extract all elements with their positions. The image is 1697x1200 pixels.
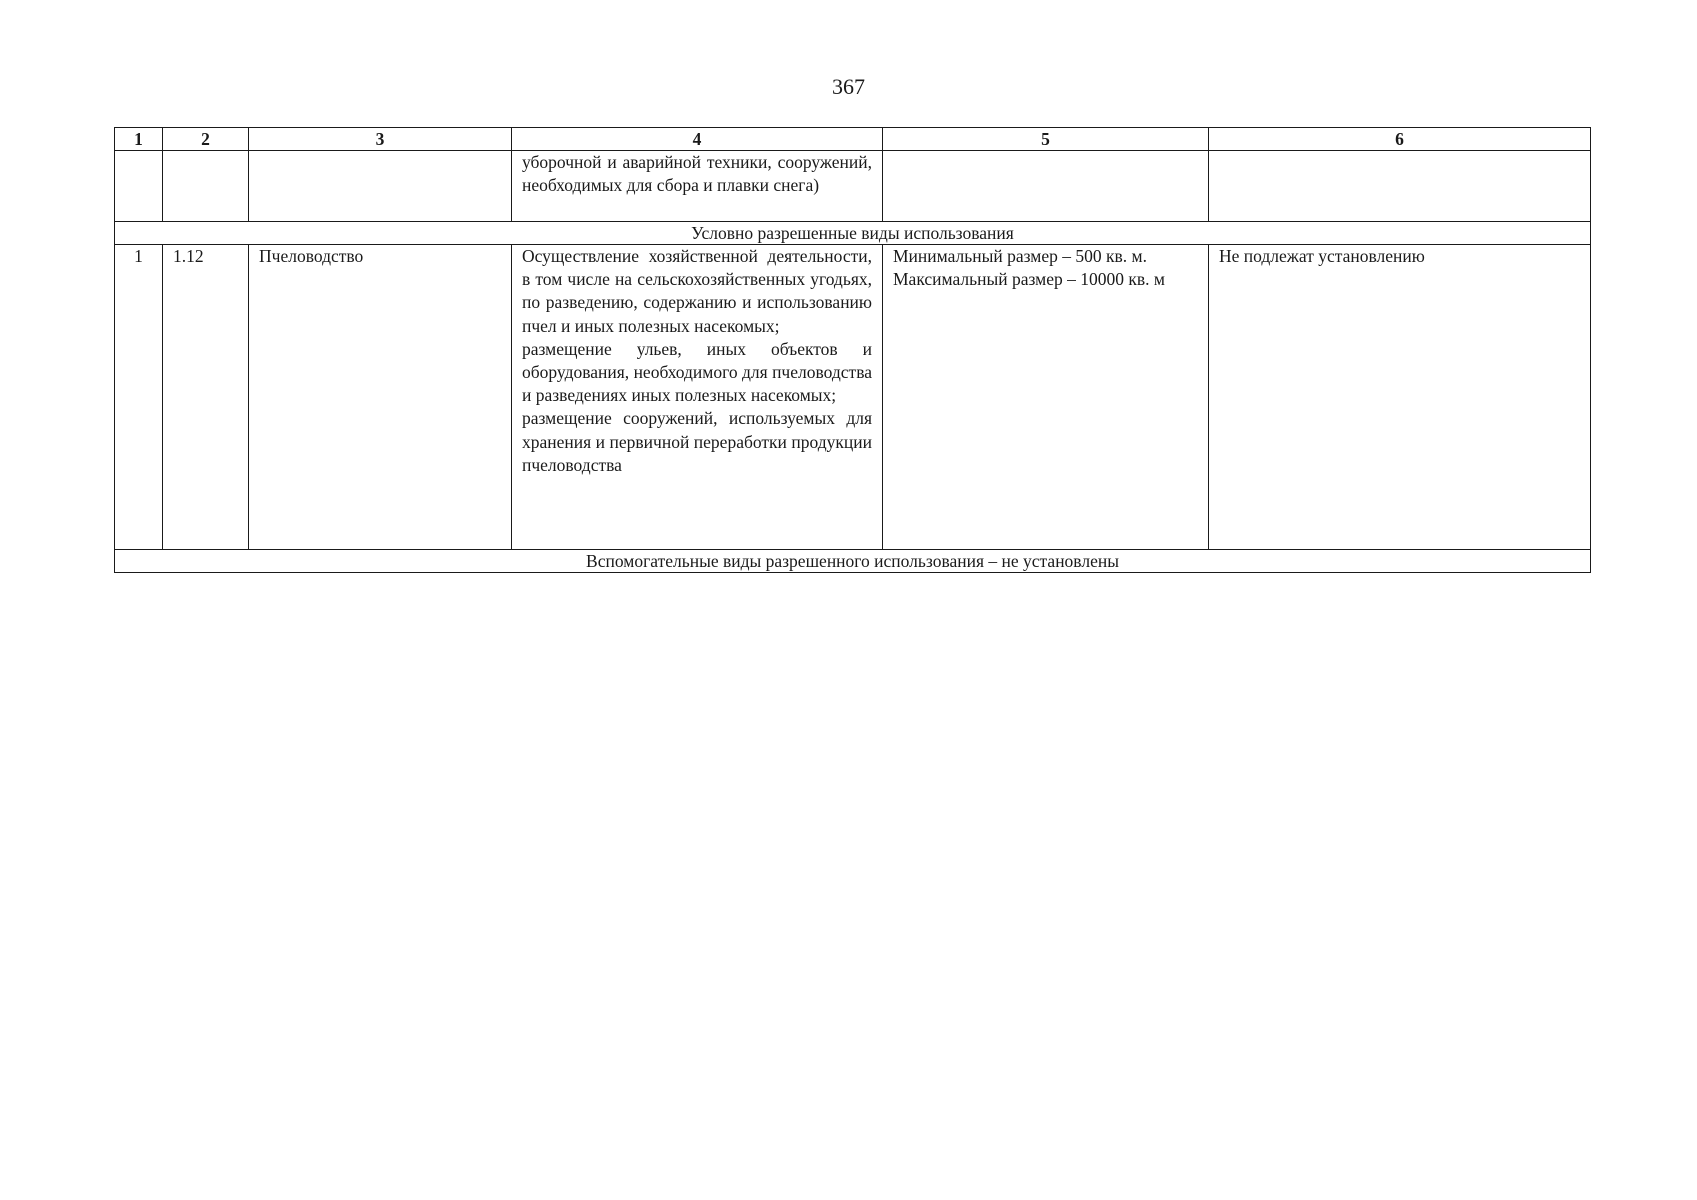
header-col-4: 4 bbox=[512, 128, 883, 151]
continuation-row bbox=[115, 151, 1591, 222]
description-paragraph-1: Осуществление хозяйственной деятельности, в том числе на сельскохозяйственных угодьях, по разведению, содержанию и использованию пчел и иных полезных насекомых; bbox=[522, 246, 872, 336]
section-title-auxiliary: Вспомогательные виды разрешенного использования – не установлены bbox=[115, 550, 1591, 573]
row-restrictions: Не подлежат установлению bbox=[1209, 245, 1591, 550]
cont-description-text: уборочной и аварийной техники, сооружений, необходимых для сбора и плавки снега) bbox=[522, 152, 872, 196]
cont-cell-6 bbox=[1209, 151, 1591, 222]
header-col-1: 1 bbox=[115, 128, 163, 151]
row-number: 1 bbox=[115, 245, 163, 550]
cont-cell-2 bbox=[163, 151, 249, 222]
header-col-2: 2 bbox=[163, 128, 249, 151]
cont-cell-1 bbox=[115, 151, 163, 222]
section-row-conditional bbox=[115, 222, 1591, 245]
description-paragraph-2: размещение ульев, иных объектов и оборудования, необходимого для пчеловодства и разведениях иных полезных насекомых; bbox=[522, 338, 872, 406]
header-col-3: 3 bbox=[249, 128, 512, 151]
table-row bbox=[115, 245, 1591, 550]
description-paragraph-3: размещение сооружений, используемых для хранения и первичной переработки продукции пчеловодства bbox=[522, 408, 872, 475]
row-size-limits bbox=[883, 245, 1209, 550]
row-code: 1.12 bbox=[163, 245, 249, 550]
cont-cell-description bbox=[512, 151, 883, 222]
header-col-6: 6 bbox=[1209, 128, 1591, 151]
header-col-5: 5 bbox=[883, 128, 1209, 151]
row-description bbox=[512, 245, 883, 550]
land-use-table bbox=[114, 127, 1591, 573]
cont-cell-3 bbox=[249, 151, 512, 222]
cont-cell-5 bbox=[883, 151, 1209, 222]
page-number: 367 bbox=[832, 74, 865, 99]
size-min: Минимальный размер – 500 кв. м. bbox=[893, 246, 1147, 266]
table-header-row bbox=[115, 128, 1591, 151]
row-name: Пчеловодство bbox=[249, 245, 512, 550]
size-max: Максимальный размер – 10000 кв. м bbox=[893, 269, 1165, 290]
section-row-auxiliary bbox=[115, 550, 1591, 573]
section-title-conditional: Условно разрешенные виды использования bbox=[115, 222, 1591, 245]
